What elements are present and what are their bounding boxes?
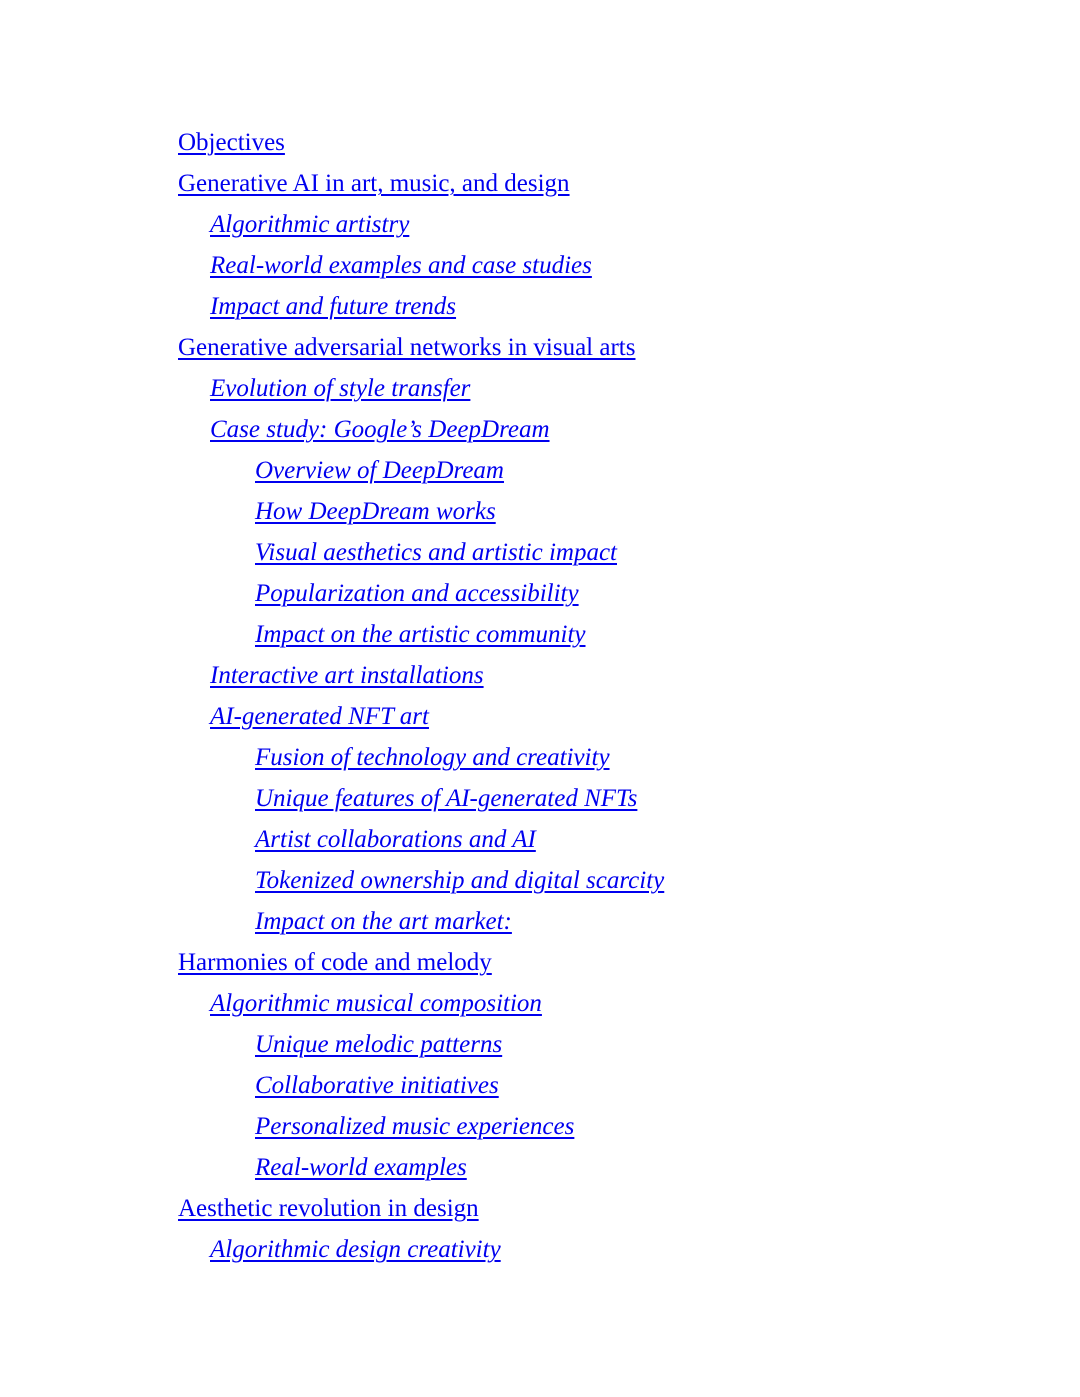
toc-entry <box>0 614 1080 655</box>
toc-entry <box>0 1024 1080 1065</box>
toc-entry <box>0 655 1080 696</box>
toc-link[interactable]: How DeepDream works <box>255 498 496 525</box>
toc-link[interactable]: Artist collaborations and AI <box>255 826 536 853</box>
toc-entry <box>0 409 1080 450</box>
toc-link[interactable]: Harmonies of code and melody <box>178 949 492 976</box>
toc-entry <box>0 327 1080 368</box>
toc-entry <box>0 942 1080 983</box>
toc-entry <box>0 204 1080 245</box>
toc-link[interactable]: Interactive art installations <box>210 662 484 689</box>
toc-entry <box>0 450 1080 491</box>
toc-entry <box>0 368 1080 409</box>
toc-link[interactable]: Personalized music experiences <box>255 1113 575 1140</box>
toc-entry <box>0 1106 1080 1147</box>
toc-entry <box>0 737 1080 778</box>
toc-link[interactable]: Real-world examples <box>255 1154 467 1181</box>
toc-link[interactable]: Algorithmic musical composition <box>210 990 542 1017</box>
toc-link[interactable]: Evolution of style transfer <box>210 375 471 402</box>
toc-link[interactable]: Popularization and accessibility <box>255 580 579 607</box>
toc-entry <box>0 696 1080 737</box>
toc-link[interactable]: Generative adversarial networks in visual arts <box>178 334 636 361</box>
toc-link[interactable]: Unique melodic patterns <box>255 1031 503 1058</box>
table-of-contents <box>0 122 1080 1270</box>
toc-entry <box>0 819 1080 860</box>
toc-entry <box>0 491 1080 532</box>
toc-link[interactable]: Fusion of technology and creativity <box>255 744 610 771</box>
toc-link[interactable]: Real-world examples and case studies <box>210 252 592 279</box>
toc-link[interactable]: Aesthetic revolution in design <box>178 1195 479 1222</box>
toc-entry <box>0 532 1080 573</box>
toc-entry <box>0 860 1080 901</box>
toc-link[interactable]: Algorithmic design creativity <box>210 1236 501 1263</box>
toc-link[interactable]: Tokenized ownership and digital scarcity <box>255 867 665 894</box>
toc-entry <box>0 1229 1080 1270</box>
toc-entry <box>0 901 1080 942</box>
toc-entry <box>0 286 1080 327</box>
toc-entry <box>0 1147 1080 1188</box>
toc-link[interactable]: Generative AI in art, music, and design <box>178 170 570 197</box>
toc-link[interactable]: Collaborative initiatives <box>255 1072 499 1099</box>
toc-link[interactable]: Impact on the art market: <box>255 908 512 935</box>
toc-link[interactable]: Impact on the artistic community <box>255 621 586 648</box>
toc-entry <box>0 1188 1080 1229</box>
toc-entry <box>0 1065 1080 1106</box>
toc-link[interactable]: Impact and future trends <box>210 293 457 320</box>
toc-link[interactable]: Unique features of AI-generated NFTs <box>255 785 638 812</box>
toc-link[interactable]: AI-generated NFT art <box>210 703 429 730</box>
toc-entry <box>0 163 1080 204</box>
toc-entry <box>0 122 1080 163</box>
toc-link[interactable]: Algorithmic artistry <box>210 211 410 238</box>
toc-entry <box>0 983 1080 1024</box>
toc-entry <box>0 573 1080 614</box>
toc-entry <box>0 778 1080 819</box>
toc-link[interactable]: Objectives <box>178 129 285 156</box>
toc-link[interactable]: Visual aesthetics and artistic impact <box>255 539 617 566</box>
toc-link[interactable]: Case study: Google’s DeepDream <box>210 416 550 443</box>
toc-link[interactable]: Overview of DeepDream <box>255 457 504 484</box>
toc-entry <box>0 245 1080 286</box>
